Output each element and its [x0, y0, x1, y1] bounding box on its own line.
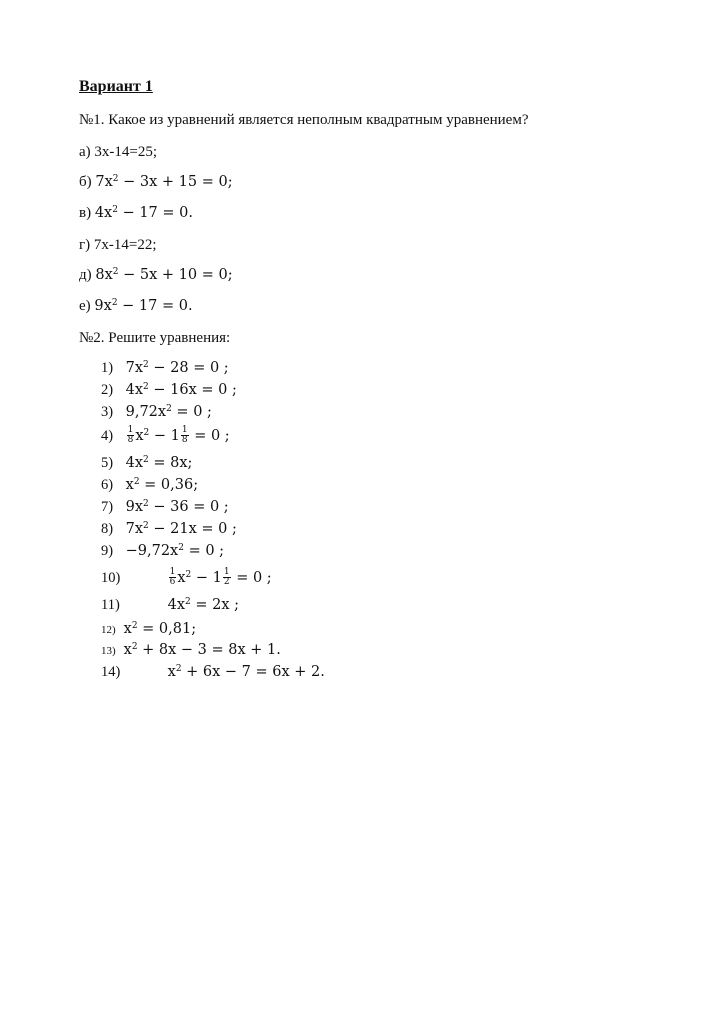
equation-8: 8) $7x^2 - 21x = 0$ ; [101, 521, 237, 537]
task1-option-a: а) 3x-14=25; [79, 144, 158, 160]
equation-11: 11) $4x^2 = 2x$ ; [101, 597, 240, 613]
equation-4: 4) $\frac{1}{8}$ $x^2 - 1$ $\frac{1}{8}$ = 0 ; [101, 425, 230, 445]
task1-option-g: г) 7x-14=22; [79, 237, 157, 253]
equation-10: 10) $\frac{1}{6}$ $x^2 - 1$ $\frac{1}{2}$ = 0 ; [101, 567, 272, 587]
task1-option-e: е) $9x^2 - 17 = 0$. [79, 298, 193, 314]
task2-heading: №2. Решите уравнения: [79, 330, 231, 346]
task1-option-b: б) $7x^2 - 3x + 15 = 0$; [79, 174, 233, 190]
equation-3: 3) $9,72x^2 = 0$ ; [101, 404, 212, 420]
equation-5: 5) $4x^2 = 8x$; [101, 455, 193, 471]
equation-1: 1) $7x^2 - 28 = 0$ ; [101, 360, 229, 376]
equation-12: 12) $x^2 = 0,81$; [101, 621, 197, 637]
equation-9: $9) -9,72x^2 = 0$ ; [101, 543, 225, 559]
equation-2: 2) $4x^2 - 16x = 0$ ; [101, 382, 237, 398]
task1-option-v: в) $4x^2 - 17 = 0$. [79, 205, 193, 221]
variant-title: Вариант 1 [79, 78, 153, 95]
equation-13: 13) $x^2 + 8x - 3 = 8x + 1$. [101, 642, 281, 658]
task1-question: №1. Какое из уравнений является неполным квадратным уравнением? [79, 112, 529, 128]
equation-7: 7) $9x^2 - 36 = 0$ ; [101, 499, 229, 515]
equation-6: 6) $x^2 = 0,36$; [101, 477, 199, 493]
task1-option-d: д) $8x^2 - 5x + 10 = 0$; [79, 267, 233, 283]
equation-14: 14) $x^2 + 6x - 7 = 6x + 2$. [101, 664, 325, 680]
